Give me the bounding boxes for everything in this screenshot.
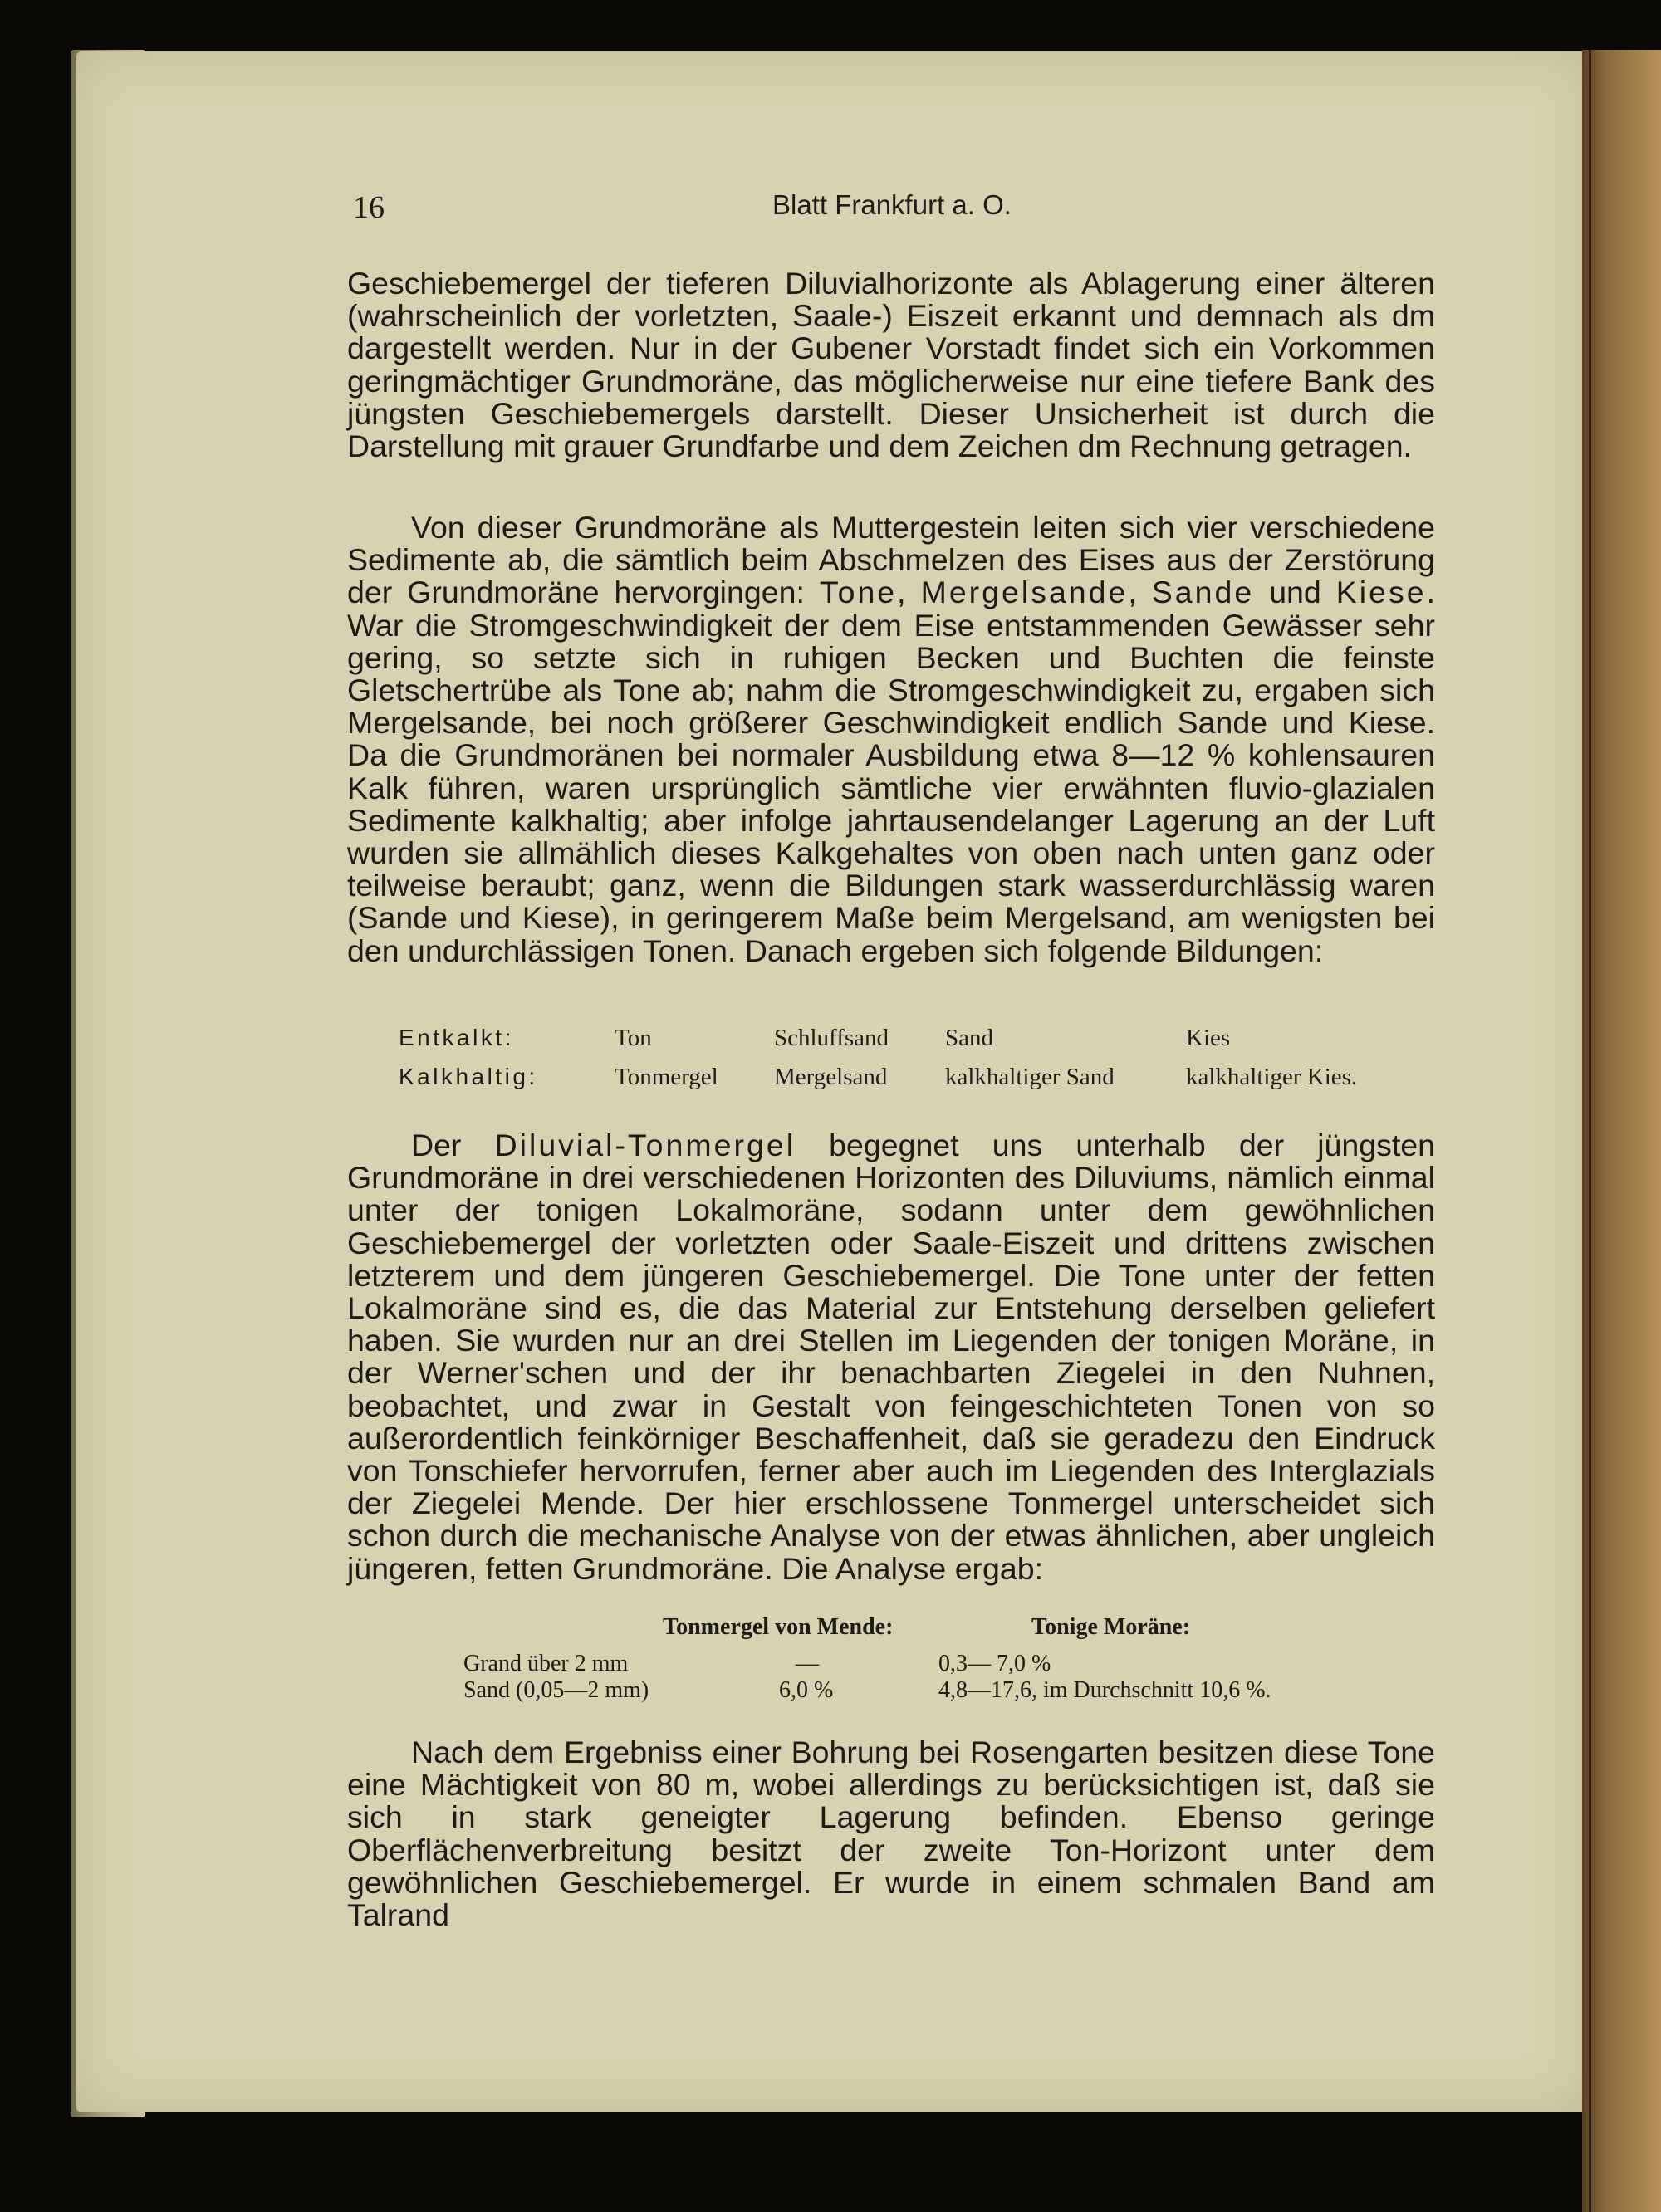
analysis-mende-value: —	[796, 1651, 819, 1676]
paragraph-1: Geschiebemergel der tieferen Diluvialhorizonte als Ablagerung einer älteren (wahrscheinlich der vorletzten, Saale-) Eiszeit erkannt und demnach als dm dargestellt werden. Nur in der Gubener Vorstadt findet sich ein Vorkommen geringmächtiger Grundmoräne, das möglicherweise nur eine tiefere Bank des jüngsten Geschiebemergels darstellt. Dieser Unsicherheit ist durch die Darstellung mit grauer Grundfarbe und dem Zeichen dm Rechnung getragen.	[347, 266, 1435, 464]
paragraph-3-text-b: begegnet uns unterhalb der jüngsten Grundmoräne in drei verschiedenen Horizonten des Diluviums, nämlich einmal unter der tonigen Lokalmoräne, sodann unter dem gewöhnlichen Geschiebemergel der vorletzten oder Saale-Eiszeit und drittens zwischen letzterem und dem jüngeren Geschiebemergel. Die Tone unter der fetten Lokalmoräne sind es, die das Material zur Entstehung derselben geliefert haben. Sie wurden nur an drei Stellen im Liegenden der tonigen Moräne, in der Werner'schen und der ihr benachbarten Ziegelei in den Nuhnen, beobachtet, und zwar in Gestalt von feingeschichteten Tonen von so außerordentlich feinkörniger Beschaffenheit, daß sie geradezu den Eindruck von Tonschiefer hervorrufen, ferner aber auch im Liegenden des Interglazials der Ziegelei Mende. Der hier erschlossene Tonmergel unterscheidet sich schon durch die mechanische Analyse von der etwas ähnlichen, aber ungleich jüngeren, fetten Grundmoräne. Die Analyse ergab:	[347, 1128, 1435, 1586]
analysis-header-mende: Tonmergel von Mende:	[663, 1614, 894, 1640]
paragraph-3-text-a: Der	[411, 1128, 495, 1162]
term-tone: Tone	[819, 575, 898, 610]
analysis-header-moraene: Tonige Moräne:	[1031, 1614, 1191, 1640]
separator: ,	[897, 575, 921, 610]
analysis-row-label: Grand über 2 mm	[463, 1651, 629, 1676]
table-cell: Schluffsand	[774, 1025, 889, 1051]
paragraph-2	[347, 511, 1435, 967]
term-kiese: Kiese	[1335, 575, 1427, 610]
analysis-moraene-value: 0,3— 7,0 %	[938, 1651, 1051, 1676]
table-cell: kalkhaltiger Sand	[945, 1064, 1115, 1090]
running-title: Blatt Frankfurt a. O.	[772, 189, 1012, 220]
term-sande: Sande	[1151, 575, 1255, 610]
paragraph-2-text-a: Von dieser Grundmoräne als Muttergestein leiten sich vier verschiedene Sedimente ab, die sämtlich beim Abschmelzen des Eises aus der Zerstörung der Grundmoräne hervorgingen:	[347, 510, 1435, 610]
separator: und	[1254, 575, 1336, 610]
separator: ,	[1128, 575, 1152, 610]
paragraph-3	[347, 1129, 1435, 1585]
table-cell: Mergelsand	[774, 1064, 888, 1090]
table-cell: kalkhaltiger Kies.	[1186, 1064, 1358, 1090]
adjacent-page-edge	[1582, 50, 1661, 2212]
analysis-row-label: Sand (0,05—2 mm)	[463, 1677, 649, 1703]
paragraph-2-text-b: . War die Stromgeschwindigkeit der dem Eise entstammenden Gewässer sehr gering, so setzte sich in ruhigen Becken und Buchten die feinste Gletschertrübe als Tone ab; nahm die Stromgeschwindigkeit zu, ergaben sich Mergelsande, bei noch größerer Geschwindigkeit endlich Sande und Kiese. Da die Grundmoränen bei normaler Ausbildung etwa 8—12 % kohlensauren Kalk führen, waren ursprünglich sämtliche vier erwähnten fluvio-glazialen Sedimente kalkhaltig; aber infolge jahrtausendelanger Lagerung an der Luft wurden sie allmählich dieses Kalkgehaltes von oben nach unten ganz oder teilweise beraubt; ganz, wenn die Bildungen stark wasserdurchlässig waren (Sande und Kiese), in geringerem Maße beim Mergelsand, am wenigsten bei den undurchlässigen Tonen. Danach ergeben sich folgende Bildungen:	[347, 575, 1435, 968]
table-cell: Tonmergel	[615, 1064, 718, 1090]
term-mergelsande: Mergelsande	[920, 575, 1129, 610]
page-number: 16	[353, 190, 385, 225]
analysis-moraene-value: 4,8—17,6, im Durchschnitt 10,6 %.	[938, 1677, 1271, 1703]
table-cell: Kies	[1186, 1025, 1231, 1051]
paragraph-4: Nach dem Ergebniss einer Bohrung bei Rosengarten besitzen diese Tone eine Mächtigkeit von 80 m, wobei allerdings zu berücksichtigen ist, daß sie sich in stark geneigter Lagerung befinden. Ebenso geringe Oberflächenverbreitung besitzt der zweite Ton-Horizont unter dem gewöhnlichen Geschiebemergel. Er wurde in einem schmalen Band am Talrand	[347, 1735, 1435, 1933]
table-cell: Ton	[615, 1025, 652, 1051]
row-label: Entkalkt:	[399, 1025, 514, 1050]
table-cell: Sand	[945, 1025, 993, 1051]
analysis-mende-value: 6,0 %	[779, 1677, 834, 1703]
term-diluvial-tonmergel: Diluvial-Tonmergel	[494, 1128, 796, 1162]
row-label: Kalkhaltig:	[399, 1064, 538, 1089]
